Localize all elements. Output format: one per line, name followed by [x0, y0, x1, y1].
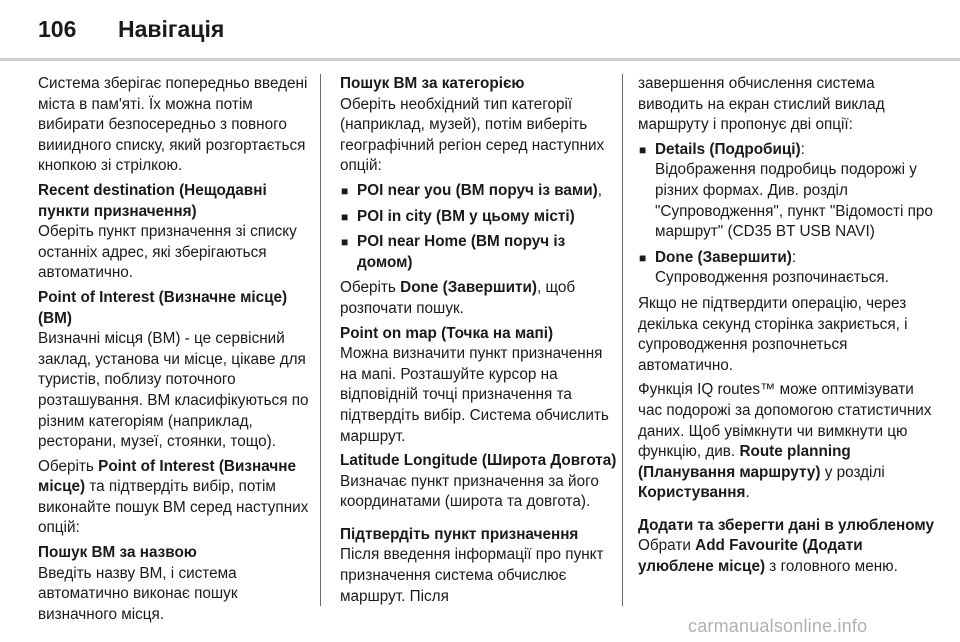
select-suffix: та підтвердіть вибір, потім виконайте пошук ВМ серед наступних опцій:: [38, 478, 309, 537]
iq-routes-text: [638, 380, 938, 504]
column-1: [38, 74, 310, 629]
poi-section: [38, 288, 310, 453]
column-3: [638, 74, 938, 582]
column-divider-1: [320, 74, 321, 606]
favourite-section: [638, 516, 938, 578]
option-poi-in-city: POI in city (ВМ у цьому місті): [357, 207, 575, 225]
confirm-destination-section: [340, 525, 618, 607]
auto-start-text: Якщо не підтвердити операцію, через декілька секунд сторінка закриється, і супроводження розпочнеться автоматично.: [638, 294, 908, 374]
point-on-map-heading: Point on map (Точка на мапі): [340, 324, 554, 342]
poi-by-name-heading: Пошук ВМ за назвою: [38, 544, 197, 562]
select-prefix: Оберіть: [38, 457, 99, 475]
latlon-text: Визначає пункт призначення за його координатами (широта та довгота).: [340, 472, 599, 511]
column-2: [340, 74, 618, 611]
option-done-text: Супроводження розпочинається.: [655, 269, 889, 287]
region-options-list: [340, 181, 618, 273]
poi-by-category-heading: Пошук ВМ за категорією: [340, 75, 525, 92]
list-item: [638, 248, 938, 289]
poi-text: Визначні місця (ВМ) - це сервісний заклад, установа чи місце, цікаве для туристів, поблизу поточного розташування. ВМ класифікуються по різним категоріям (наприклад, ресторани, музеї, стоянки, тощо).: [38, 330, 309, 451]
continued-text: завершення обчислення система виводить на екран стислий виклад маршруту і пропонує дві опції:: [638, 75, 885, 134]
list-item: [340, 181, 618, 202]
done-bold: Done (Завершити): [400, 279, 538, 297]
option-separator: ,: [597, 181, 602, 199]
point-on-map-section: [340, 324, 618, 448]
favourite-prefix: Обрати: [638, 537, 696, 555]
page-title: Навігація: [118, 16, 225, 42]
list-item: [340, 207, 618, 228]
poi-by-name-text: Введіть назву ВМ, і система автоматично виконає пошук визначного місця.: [38, 564, 238, 623]
iq-usage: Користування: [638, 484, 746, 502]
favourite-heading: Додати та зберегти дані в улюбленому: [638, 516, 934, 534]
header-rule: [0, 58, 960, 61]
option-details-text: Відображення подробиць подорожі у різних формах. Див. розділ "Супроводження", пункт "Відомості про маршрут" (CD35 BT USB NAVI): [655, 161, 933, 241]
poi-by-category-section: [340, 74, 618, 177]
option-done: Done (Завершити): [655, 248, 792, 266]
option-colon: :: [800, 140, 805, 158]
option-poi-near-you: POI near you (ВМ поруч із вами): [357, 181, 598, 199]
confirm-destination-heading: Підтвердіть пункт призначення: [340, 525, 579, 543]
latlon-heading: Latitude Longitude (Широта Довгота): [340, 452, 617, 470]
option-colon: :: [791, 248, 797, 266]
iq-route-planning: Route planning (Планування маршруту): [638, 443, 851, 481]
favourite-suffix: з головного меню.: [765, 558, 898, 576]
column-divider-2: [622, 74, 623, 606]
iq-end: .: [745, 484, 750, 502]
done-suffix: , щоб розпочати пошук.: [340, 279, 576, 317]
recent-destination-section: [38, 181, 310, 284]
watermark: carmanualsonline.info: [688, 616, 868, 636]
intro-text: Система зберігає попередньо введені міста в пам'яті. Їх можна потім вибирати безпосередньо з повного вииидного списку, який розгортається кнопкою зі стрілкою.: [38, 75, 308, 175]
recent-destination-text: Оберіть пункт призначення зі списку останніх адрес, які зберігаються автоматично.: [38, 223, 297, 282]
done-prefix: Оберіть: [340, 279, 401, 297]
point-on-map-text: Можна визначити пункт призначення на мапі. Розташуйте курсор на відповідній точці призначення та підтвердіть вибір. Система обчислить маршрут.: [340, 345, 609, 445]
confirm-destination-text: Після введення інформації про пункт призначення система обчислює маршрут. Після: [340, 546, 604, 605]
iq-middle: у розділі: [820, 463, 885, 481]
done-instruction: [340, 278, 618, 319]
page-header: [0, 0, 960, 60]
iq-prefix: Функція IQ routes™ може оптимізувати час подорожі за допомогою статистичних даних. Щоб увімкнути чи вимкнути цю функцію, див.: [638, 381, 932, 461]
select-bold: Point of Interest (Визначне місце): [38, 457, 296, 496]
list-item: [340, 232, 618, 273]
latlon-section: [340, 451, 618, 513]
poi-by-category-text: Оберіть необхідний тип категорії (наприклад, музей), потім виберіть географічний регіон серед наступних опцій:: [340, 95, 605, 175]
poi-by-name-section: [38, 543, 310, 625]
poi-heading: Point of Interest (Визначне місце) (ВМ): [38, 288, 288, 327]
recent-destination-heading: Recent destination (Нещодавні пункти призначення): [38, 181, 267, 220]
summary-options-list: [638, 140, 938, 289]
favourite-bold: Add Favourite (Додати улюблене місце): [638, 537, 863, 576]
page-number: 106: [38, 16, 77, 42]
option-details: Details (Подробиці): [655, 140, 801, 158]
option-poi-near-home: POI near Home (ВМ поруч із домом): [357, 233, 566, 271]
list-item: [638, 140, 938, 243]
poi-select-instruction: [38, 457, 310, 539]
